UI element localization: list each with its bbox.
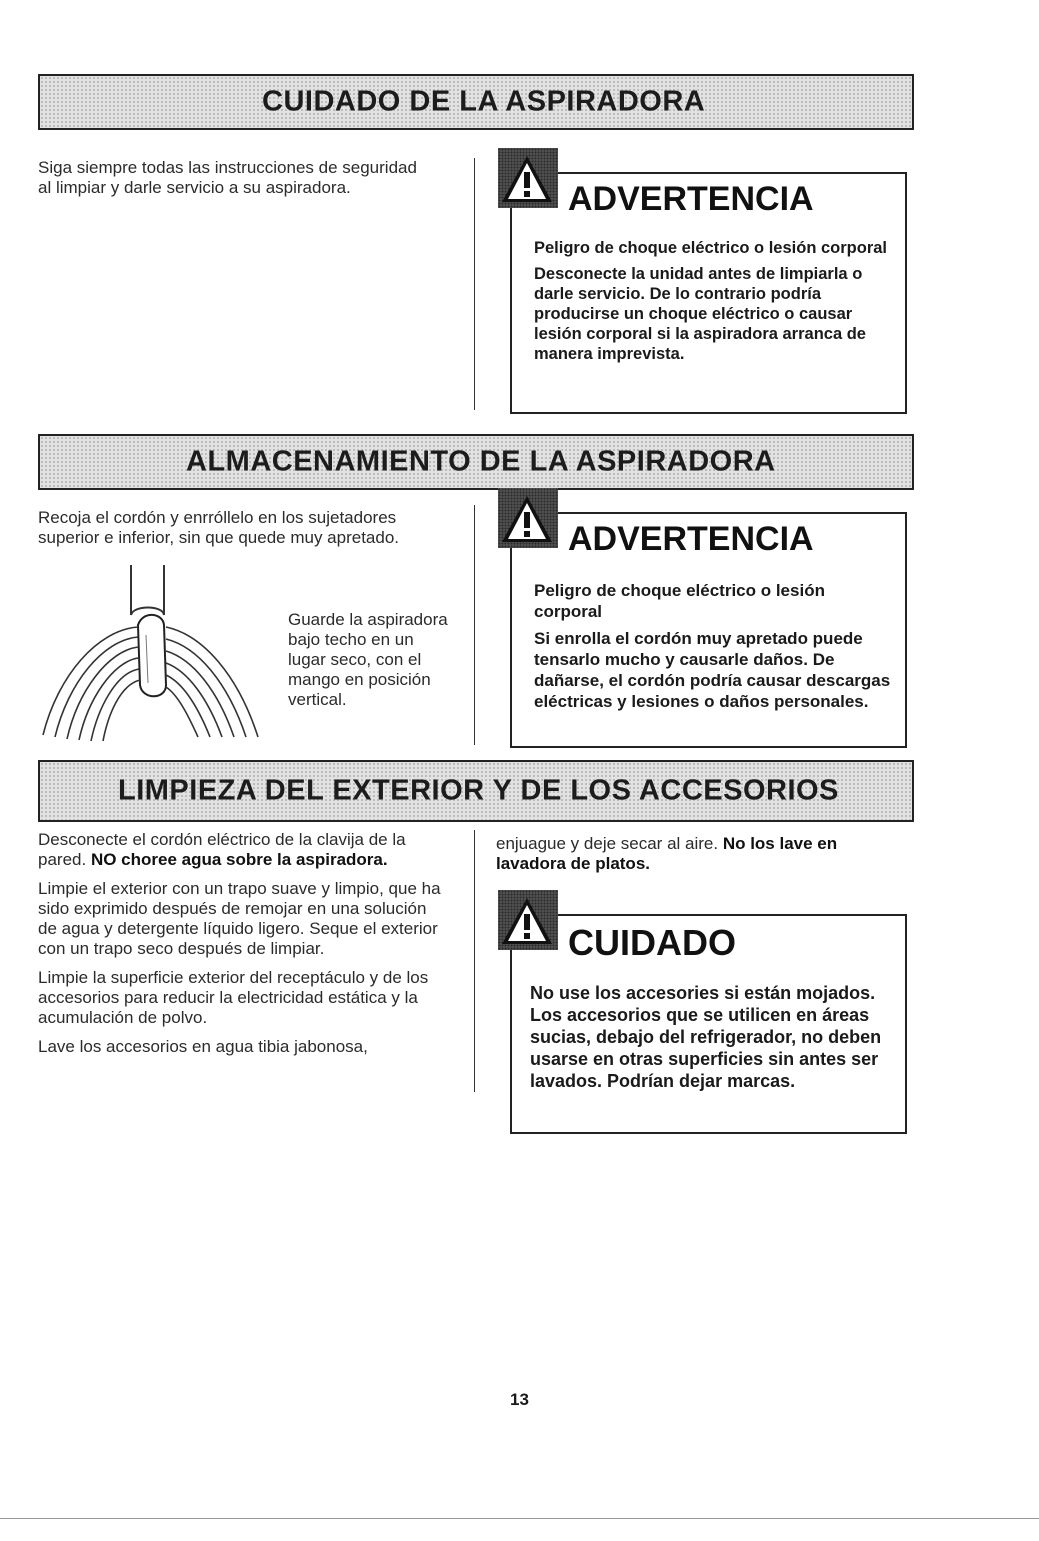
warning-hazard: Peligro de choque eléctrico o lesión corporal [534, 581, 825, 621]
cleaning-text-continued [496, 834, 896, 883]
warning-message [534, 580, 891, 718]
page-number: 13 [510, 1390, 529, 1409]
caution-icon-tab [498, 890, 558, 950]
warning-icon-tab [498, 148, 558, 208]
warning-box [510, 512, 907, 748]
warning-heading: ADVERTENCIA [568, 180, 814, 218]
section-title: ALMACENAMIENTO DE LA ASPIRADORA [186, 445, 776, 478]
section-banner-cuidado [38, 74, 914, 130]
warning-box [510, 172, 907, 414]
warning-triangle-icon [500, 494, 554, 544]
cleaning-paragraph-2: Limpie el exterior con un trapo suave y limpio, que ha sido exprimido después de remojar en una solución de agua y detergente líquido ligero. Seque el exterior con un trapo seco después de limpiar. [38, 879, 441, 958]
caution-box [510, 914, 907, 1134]
warning-triangle-icon [500, 154, 554, 204]
intro-text [38, 158, 418, 207]
section-title: CUIDADO DE LA ASPIRADORA [262, 85, 706, 118]
section-banner-almacenamiento [38, 434, 914, 490]
storage-caption [288, 610, 453, 719]
column-divider [474, 158, 475, 410]
caption-paragraph: Guarde la aspiradora bajo techo en un lugar seco, con el mango en posición vertical. [288, 610, 448, 709]
warning-instruction: Desconecte la unidad antes de limpiarla o darle servicio. De lo contrario podría producirse un choque eléctrico o causar lesión corporal si la aspiradora arranca de manera imprevista. [534, 265, 866, 363]
warning-instruction: Si enrolla el cordón muy apretado puede tensarlo mucho y causarle daños. De dañarse, el cordón podría causar descargas eléctricas y lesiones o daños personales. [534, 629, 891, 711]
page-bottom-rule [0, 1518, 1039, 1519]
section-title: LIMPIEZA DEL EXTERIOR Y DE LOS ACCESORIOS [118, 774, 839, 807]
storage-text [38, 508, 433, 557]
cleaning-paragraph-4: Lave los accesorios en agua tibia jabonosa, [38, 1037, 368, 1056]
warning-hazard: Peligro de choque eléctrico o lesión corporal [534, 239, 888, 257]
warning-icon-tab [498, 488, 558, 548]
storage-paragraph: Recoja el cordón y enrróllelo en los sujetadores superior e inferior, sin que quede muy apretado. [38, 508, 400, 547]
warning-heading: ADVERTENCIA [568, 520, 814, 558]
column-divider [474, 830, 475, 1092]
intro-paragraph: Siga siempre todas las instrucciones de seguridad al limpiar y darle servicio a su aspiradora. [38, 158, 417, 197]
warning-triangle-icon [500, 896, 554, 946]
column-divider [474, 505, 475, 745]
cleaning-text [38, 830, 448, 1066]
caution-heading: CUIDADO [568, 922, 736, 963]
cleaning-paragraph-1: Desconecte el cordón eléctrico de la clavija de la pared. NO choree agua sobre la aspiradora. [38, 830, 406, 869]
cleaning-paragraph-5: enjuague y deje secar al aire. No los lave en lavadora de platos. [496, 834, 838, 873]
caution-message [530, 982, 891, 1098]
cleaning-paragraph-3: Limpie la superficie exterior del receptáculo y de los accesorios para reducir la electricidad estática y la acumulación de polvo. [38, 968, 429, 1027]
warning-message [534, 238, 891, 370]
vacuum-handle-illustration [38, 565, 268, 743]
section-banner-limpieza [38, 760, 914, 822]
caution-paragraph: No use los accesories si están mojados. Los accesorios que se utilicen en áreas sucias, debajo del refrigerador, no deben usarse en otras superficies sin antes ser lavados. Podrían dejar marcas. [530, 983, 882, 1091]
